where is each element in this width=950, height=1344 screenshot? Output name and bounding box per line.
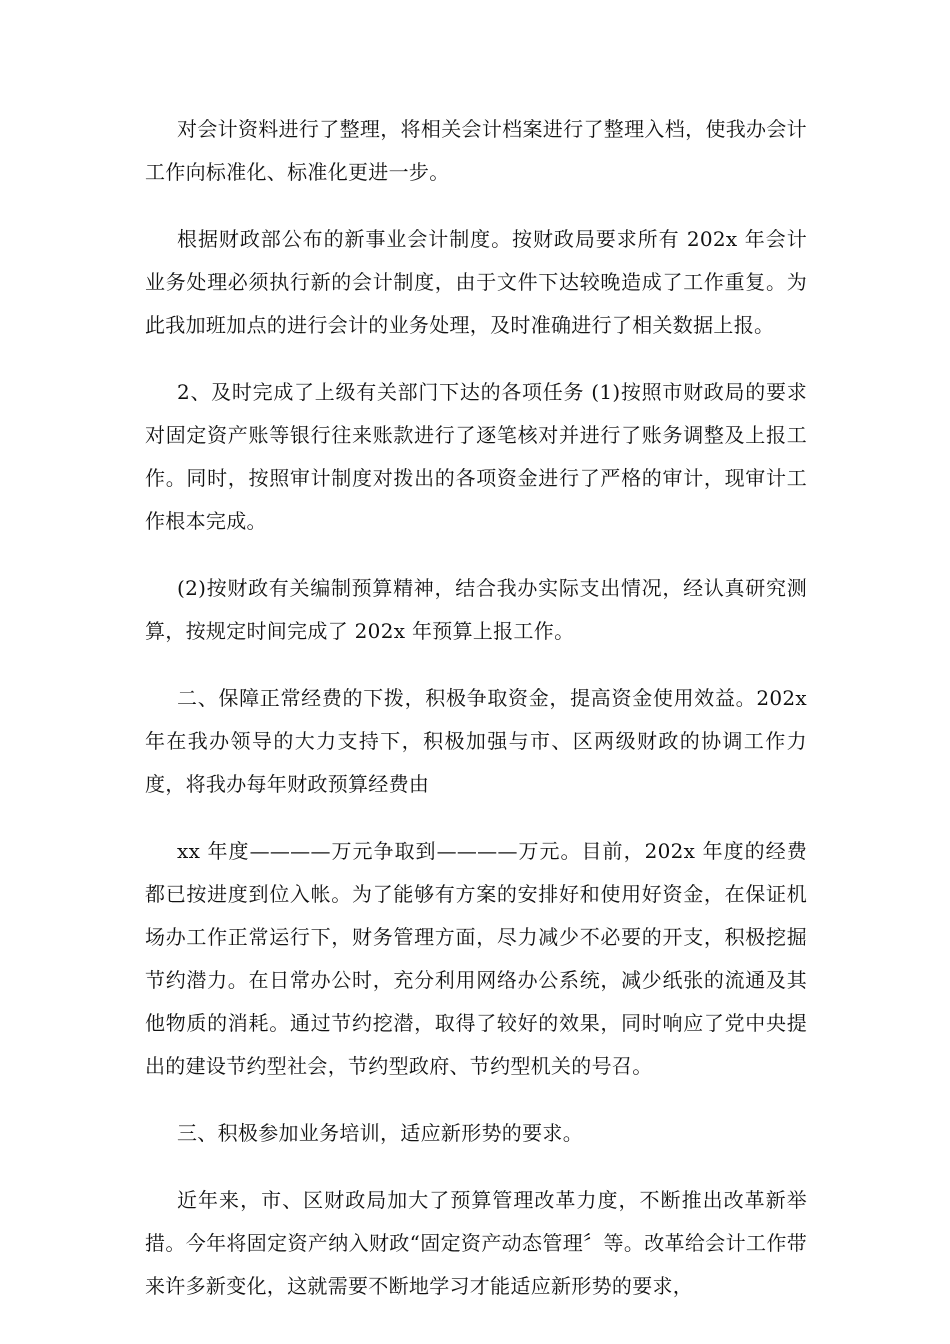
document-body xyxy=(145,108,807,1332)
paragraph: 对会计资料进行了整理，将相关会计档案进行了整理入档，使我办会计工作向标准化、标准化更进一步。 xyxy=(145,117,807,184)
paragraph: 根据财政部公布的新事业会计制度。按财政局要求所有 202x 年会计业务处理必须执行新的会计制度，由于文件下达较晚造成了工作重复。为此我加班加点的进行会计的业务处理，及时准确进行了相关数据上报。 xyxy=(145,227,807,337)
paragraph: 近年来，市、区财政局加大了预算管理改革力度，不断推出改革新举措。今年将固定资产纳入财政“固定资产动态管理〞等。改革给会计工作带来许多新变化，这就需要不断地学习才能适应新形势的要求， xyxy=(145,1188,807,1298)
section-heading: 三、积极参加业务培训，适应新形势的要求。 xyxy=(177,1121,583,1145)
paragraph: (2)按财政有关编制预算精神，结合我办实际支出情况，经认真研究测算，按规定时间完成了 202x 年预算上报工作。 xyxy=(145,576,807,643)
paragraph: xx 年度————万元争取到————万元。目前，202x 年度的经费都已按进度到位入帐。为了能够有方案的安排好和使用好资金，在保证机场办工作正常运行下，财务管理方面，尽力减少不必要的开支，积极挖掘节约潜力。在日常办公时，充分利用网络办公系统，减少纸张的流通及其他物质的消耗。通过节约挖潜，取得了较好的效果，同时响应了党中央提出的建设节约型社会，节约型政府、节约型机关的号召。 xyxy=(145,839,807,1078)
paragraph: 2、及时完成了上级有关部门下达的各项任务 (1)按照市财政局的要求对固定资产账等银行往来账款进行了逐笔核对并进行了账务调整及上报工作。同时，按照审计制度对拨出的各项资金进行了严格的审计，现审计工作根本完成。 xyxy=(145,380,807,533)
paragraph: 二、保障正常经费的下拨，积极争取资金，提高资金使用效益。202x 年在我办领导的大力支持下，积极加强与市、区两级财政的协调工作力度，将我办每年财政预算经费由 xyxy=(145,686,807,796)
